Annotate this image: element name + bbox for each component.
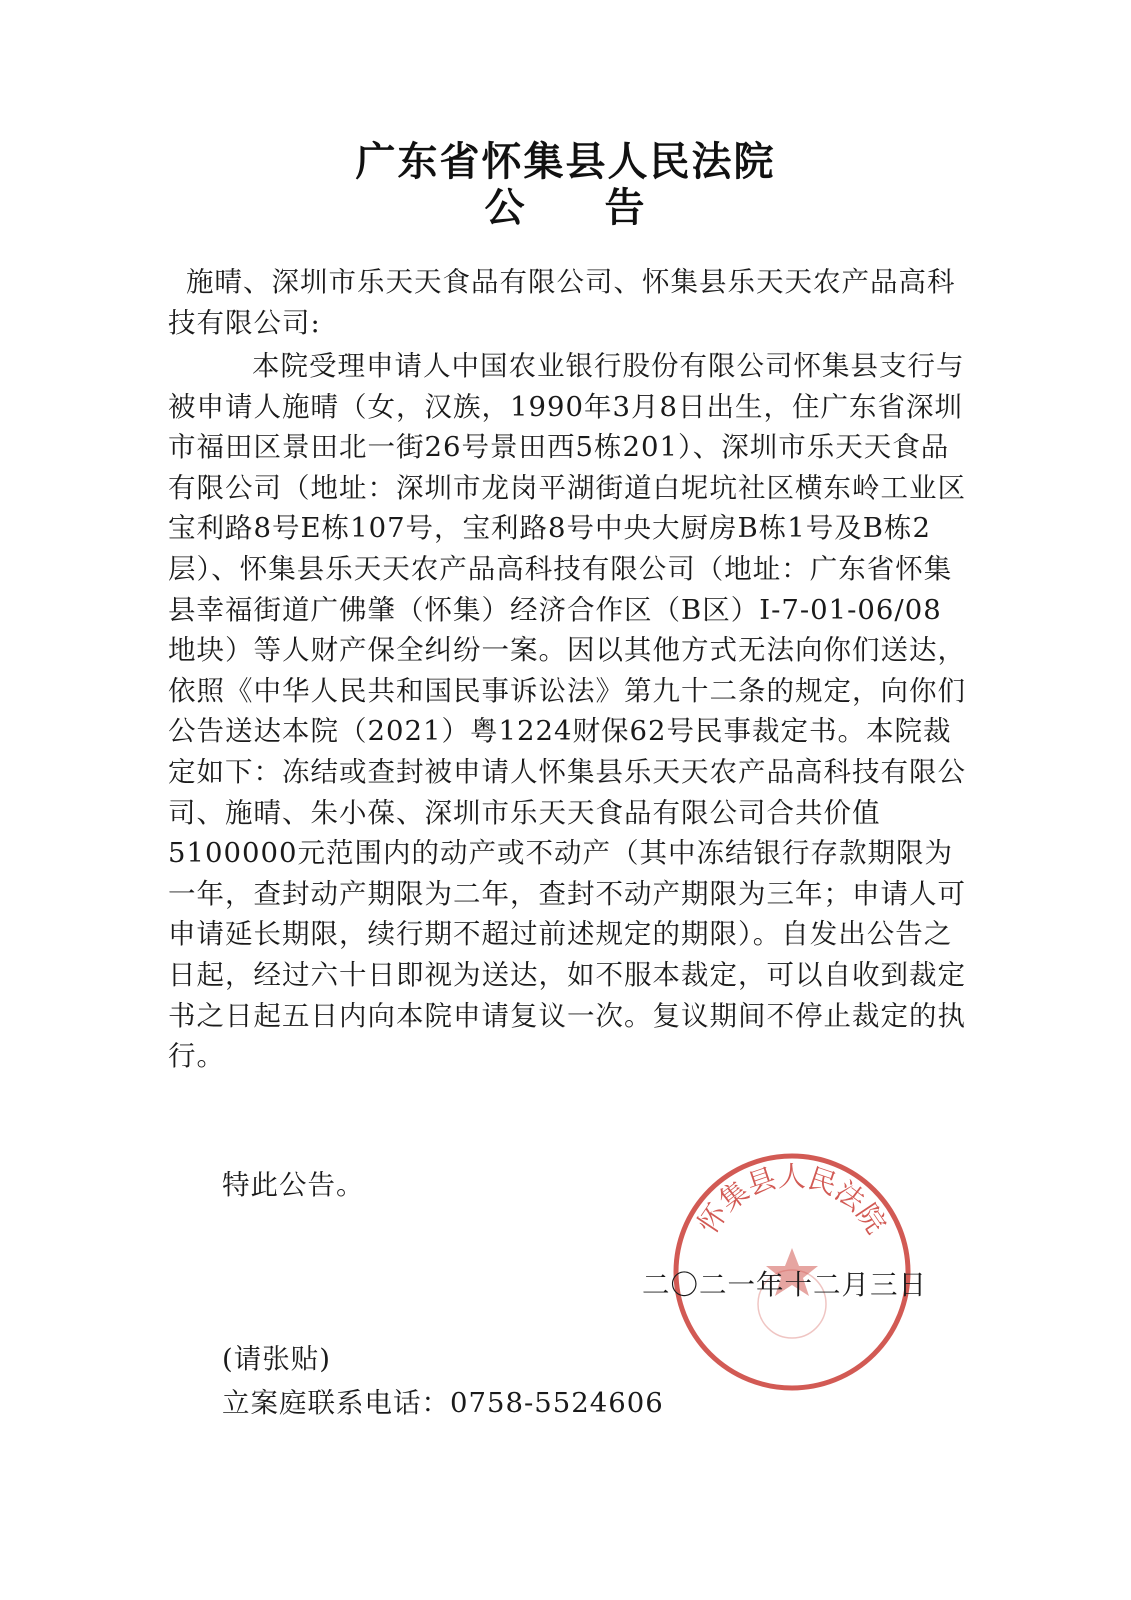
closing: 特此公告。: [222, 1169, 365, 1201]
notice-body: 本院受理申请人中国农业银行股份有限公司怀集县支行与被申请人施晴（女，汉族，1990年3月8日出生，住广东省深圳市福田区景田北一街26号景田西5栋201）、深圳市乐天天食品有限公司（地址：深圳市龙岗平湖街道白坭坑社区横东岭工业区宝利路8号E栋107号，宝利路8号中央大厨房B栋1号及B栋2层）、怀集县乐天天农产品高科技有限公司（地址：广东省怀集县幸福街道广佛肇（怀集）经济合作区（B区）I-7-01-06/08地块）等人财产保全纠纷一案。因以其他方式无法向你们送达，依照《中华人民共和国民事诉讼法》第九十二条的规定，向你们公告送达本院（2021）粤1224财保62号民事裁定书。本院裁定如下：冻结或查封被申请人怀集县乐天天农产品高科技有限公司、施晴、朱小葆、深圳市乐天天食品有限公司合共价值5100000元范围内的动产或不动产（其中冻结银行存款期限为一年，查封动产期限为二年，查封不动产期限为三年；申请人可申请延长期限，续行期不超过前述规定的期限）。自发出公告之日起，经过六十日即视为送达，如不服本裁定，可以自收到裁定书之日起五日内向本院申请复议一次。复议期间不停止裁定的执行。: [168, 350, 966, 1073]
court-title: 广东省怀集县人民法院: [355, 139, 776, 185]
seal-text: 怀集县人民法院: [691, 1160, 893, 1240]
addressee: 施晴、深圳市乐天天食品有限公司、怀集县乐天天农产品高科技有限公司:: [168, 266, 956, 339]
posting-note: (请张贴): [222, 1343, 331, 1375]
notice-date: 二〇二一年十二月三日: [642, 1269, 927, 1301]
notice-heading: [0, 176, 1131, 233]
notice-heading-char-2: 告: [604, 185, 647, 231]
notice-heading-char-1: 公: [484, 185, 527, 231]
contact-phone: 立案庭联系电话：0758-5524606: [222, 1387, 664, 1419]
